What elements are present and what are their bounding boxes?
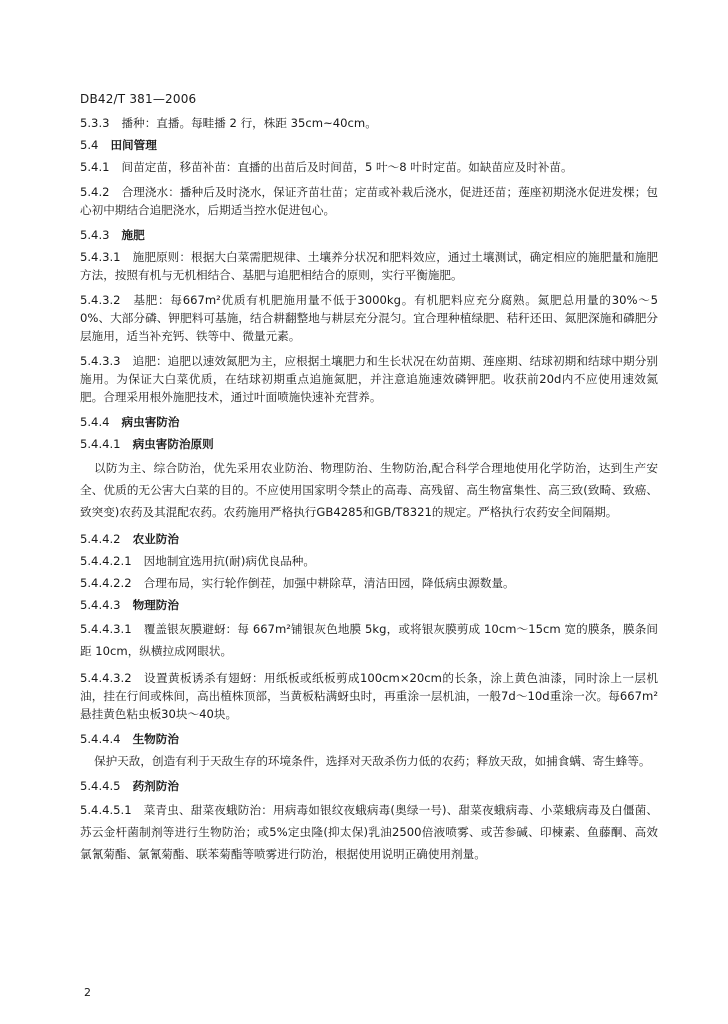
heading-5-4-4-3: 5.4.4.3 物理防治 [80,598,179,612]
clause-5-4-4-2-2: 5.4.4.2.2 合理布局，实行轮作倒茬，加强中耕除草，清洁田园，降低病虫源数量。 [80,576,515,590]
document-body [80,114,658,872]
paragraph-biological-control: 保护天敌，创造有利于天敌生存的环境条件，选择对天敌杀伤力低的农药；释放天敌，如捕食螨、寄生蜂等。 [94,754,651,768]
clause-5-4-1: 5.4.1 间苗定苗，移苗补苗：直播的出苗后及时间苗，5 叶～8 叶时定苗。如缺苗应及时补苗。 [80,160,573,174]
clause-5-4-4-2-1: 5.4.4.2.1 因地制宜选用抗(耐)病优良品种。 [80,554,315,568]
heading-5-4-4-5: 5.4.4.5 药剂防治 [80,779,179,793]
clause-5-4-3-1: 5.4.3.1 施肥原则：根据大白菜需肥规律、土壤养分状况和肥料效应，通过土壤测试，确定相应的施肥量和施肥方法，按照有机与无机相结合、基肥与追肥相结合的原则，实行平衡施肥。 [80,250,658,282]
heading-5-4: 5.4 田间管理 [80,138,157,152]
paragraph-prevention-principle: 以防为主、综合防治，优先采用农业防治、物理防治、生物防治,配合科学合理地使用化学防治，达到生产安全、优质的无公害大白菜的目的。不应使用国家明令禁止的高毒、高残留、高生物富集性、高三致(致畸、致癌、致突变)农药及其混配农药。农药施用严格执行GB4285和GB/T8321的规定。严格执行农药安全间隔期。 [80,461,658,519]
heading-5-4-4: 5.4.4 病虫害防治 [80,415,180,429]
clause-5-4-3-3: 5.4.3.3 追肥：追肥以速效氮肥为主，应根据土壤肥力和生长状况在幼苗期、莲座期、结球初期和结球中期分别施用。为保证大白菜优质，在结球初期重点追施氮肥，并注意追施速效磷钾肥。收获前20d内不应使用速效氮肥。合理采用根外施肥技术，通过叶面喷施快速补充营养。 [80,354,658,404]
page-number: 2 [84,986,91,999]
clause-5-4-4-3-2: 5.4.4.3.2 设置黄板诱杀有翅蚜：用纸板或纸板剪成100cm×20cm的长条，涂上黄色油漆，同时涂上一层机油，挂在行间或株间，高出植株顶部，当黄板粘满蚜虫时，再重涂一层机油，一般7d～10d重涂一次。每667m²悬挂黄色粘虫板30块～40块。 [80,671,658,721]
heading-5-4-4-1: 5.4.4.1 病虫害防治原则 [80,437,214,451]
clause-5-4-4-5-1: 5.4.4.5.1 菜青虫、甜菜夜蛾防治：用病毒如银纹夜蛾病毒(奥绿一号)、甜菜夜蛾病毒、小菜蛾病毒及白僵菌、苏云金杆菌制剂等进行生物防治；或5%定虫隆(抑太保)乳油2500倍液喷雾、或苦参碱、印楝素、鱼藤酮、高效氯氰菊酯、氯氰菊酯、联苯菊酯等喷雾进行防治，根据使用说明正确使用剂量。 [80,803,658,861]
clause-5-4-3-2: 5.4.3.2 基肥：每667m²优质有机肥施用量不低于3000kg。有机肥料应充分腐熟。氮肥总用量的30%～50%、大部分磷、钾肥料可基施，结合耕翻整地与耕层充分混匀。宜合理种植绿肥、秸秆还田、氮肥深施和磷肥分层施用，适当补充钙、铁等中、微量元素。 [80,293,658,343]
heading-5-4-4-4: 5.4.4.4 生物防治 [80,732,179,746]
clause-5-3-3: 5.3.3 播种：直播。每畦播 2 行，株距 35cm~40cm。 [80,116,377,130]
clause-5-4-2: 5.4.2 合理浇水：播种后及时浇水，保证齐苗壮苗；定苗或补栽后浇水，促进还苗；莲座初期浇水促进发棵；包心初中期结合追肥浇水，后期适当控水促进包心。 [80,185,658,217]
clause-5-4-4-3-1: 5.4.4.3.1 覆盖银灰膜避蚜：每 667m²铺银灰色地膜 5kg，或将银灰膜剪成 10cm～15cm 宽的膜条，膜条间距 10cm，纵横拉成网眼状。 [80,622,658,658]
heading-5-4-4-2: 5.4.4.2 农业防治 [80,532,179,546]
standard-number: DB42/T 381—2006 [80,92,197,106]
heading-5-4-3: 5.4.3 施肥 [80,228,145,242]
